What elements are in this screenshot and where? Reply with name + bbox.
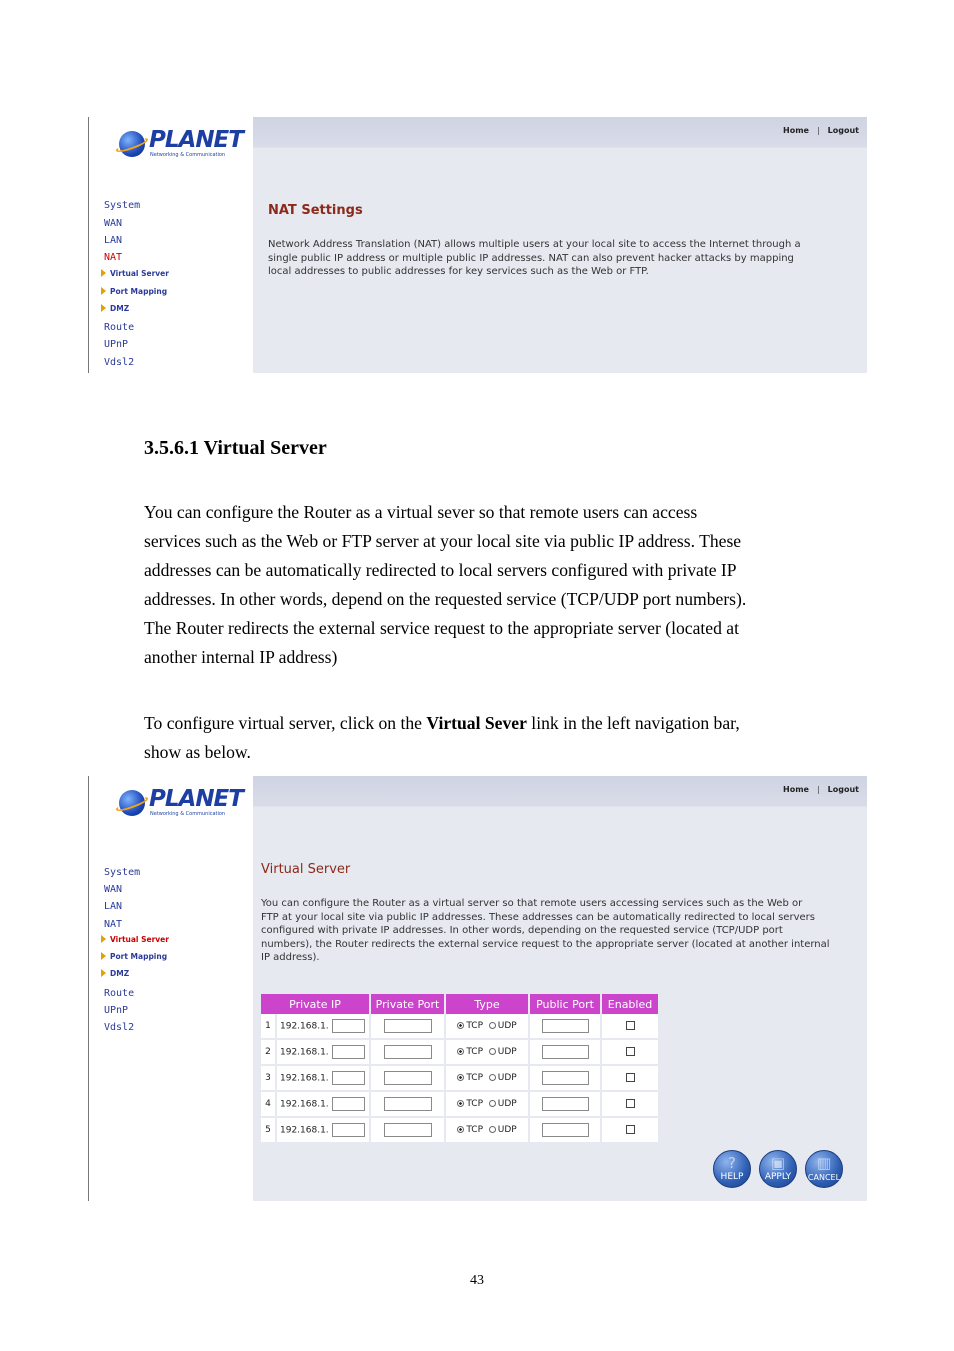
nav-item-nat[interactable]: NAT (104, 252, 123, 263)
column-header-private-ip: Private IP (261, 994, 370, 1014)
row-index: 3 (261, 1065, 276, 1091)
column-header-private-port: Private Port (370, 994, 445, 1014)
globe-icon (119, 131, 145, 157)
header-links: Home | Logout (783, 126, 859, 135)
triangle-right-icon (101, 269, 106, 277)
table-row (261, 1065, 659, 1091)
nav-subitem-port-mapping[interactable]: Port Mapping (101, 952, 167, 961)
public-port-cell (529, 1117, 601, 1143)
nav-item-system[interactable]: System (104, 200, 141, 211)
triangle-right-icon (101, 287, 106, 295)
triangle-right-icon (101, 969, 106, 977)
apply-button[interactable]: ▣ APPLY (759, 1150, 797, 1188)
private-ip-cell (276, 1014, 370, 1039)
nav-subitem-port-mapping[interactable]: Port Mapping (101, 287, 167, 296)
main-panel (253, 117, 867, 373)
table-row (261, 1091, 659, 1117)
private-ip-cell (276, 1039, 370, 1065)
section-heading: 3.5.6.1 Virtual Server (144, 437, 327, 459)
public-port-input[interactable] (542, 1097, 589, 1111)
enabled-checkbox[interactable] (626, 1099, 635, 1108)
sidebar (89, 117, 253, 373)
private-port-input[interactable] (384, 1123, 432, 1137)
private-ip-input[interactable] (332, 1045, 365, 1059)
enabled-cell (601, 1014, 659, 1039)
private-ip-input[interactable] (332, 1019, 365, 1033)
enabled-checkbox[interactable] (626, 1073, 635, 1082)
private-ip-cell (276, 1091, 370, 1117)
private-port-cell (370, 1091, 445, 1117)
tcp-radio[interactable] (457, 1074, 464, 1081)
header-links: Home | Logout (783, 785, 859, 794)
cancel-button[interactable]: ▥ CANCEL (805, 1150, 843, 1188)
type-cell: TCP UDP (445, 1014, 529, 1039)
udp-radio[interactable] (489, 1048, 496, 1055)
public-port-cell (529, 1039, 601, 1065)
tcp-radio[interactable] (457, 1100, 464, 1107)
page-description: You can configure the Router as a virtual server so that remote users accessing services such as the Web or FTP at your local site via public IP addresses. These addresses can be automatically redirected to local servers configured with private IP addresses. In other words, depending on the requested service (TCP/UDP port numbers), the Router redirects the external service request to the appropriate server (located at another internal IP address). (261, 898, 830, 964)
public-port-cell (529, 1091, 601, 1117)
public-port-input[interactable] (542, 1071, 589, 1085)
trash-icon: ▥ (816, 1154, 832, 1172)
main-panel (253, 776, 867, 1201)
private-port-cell (370, 1117, 445, 1143)
paragraph-instructions: To configure virtual server, click on the Virtual Sever link in the left navigation bar, show as below. (144, 713, 740, 762)
tcp-radio[interactable] (457, 1048, 464, 1055)
private-ip-input[interactable] (332, 1071, 365, 1085)
globe-icon (119, 790, 145, 816)
home-link[interactable]: Home (783, 126, 809, 135)
type-cell: TCP UDP (445, 1065, 529, 1091)
nav-item-upnp[interactable]: UPnP (104, 1005, 129, 1016)
nav-item-lan[interactable]: LAN (104, 235, 123, 246)
column-header-type: Type (445, 994, 529, 1014)
question-mark-icon: ? (728, 1154, 736, 1172)
nav-subitem-virtual-server[interactable]: Virtual Server (101, 935, 169, 944)
private-port-cell (370, 1039, 445, 1065)
top-bar (253, 117, 867, 148)
table-row (261, 1039, 659, 1065)
type-cell: TCP UDP (445, 1091, 529, 1117)
logout-link[interactable]: Logout (827, 126, 859, 135)
page-description: Network Address Translation (NAT) allows multiple users at your local site to access the Internet through a single public IP address or multiple public IP addresses. NAT can also prevent hacker attacks by mapping local addresses to public addresses for key services such as the Web or FTP. (268, 239, 801, 278)
nav-item-route[interactable]: Route (104, 988, 135, 999)
nav-item-vdsl2[interactable]: Vdsl2 (104, 357, 135, 368)
triangle-right-icon (101, 952, 106, 960)
udp-radio[interactable] (489, 1022, 496, 1029)
nav-item-lan[interactable]: LAN (104, 901, 123, 912)
table-row (261, 1117, 659, 1143)
private-ip-input[interactable] (332, 1123, 365, 1137)
nav-item-wan[interactable]: WAN (104, 218, 123, 229)
table-header-row (261, 994, 659, 1014)
enabled-cell (601, 1117, 659, 1143)
private-port-input[interactable] (384, 1071, 432, 1085)
nav-item-vdsl2[interactable]: Vdsl2 (104, 1022, 135, 1033)
private-port-cell (370, 1014, 445, 1039)
row-index: 2 (261, 1039, 276, 1065)
tcp-radio[interactable] (457, 1022, 464, 1029)
nav-item-route[interactable]: Route (104, 322, 135, 333)
logout-link[interactable]: Logout (827, 785, 859, 794)
ip-prefix: 192.168.1. (280, 1099, 329, 1110)
public-port-cell (529, 1065, 601, 1091)
private-port-input[interactable] (384, 1045, 432, 1059)
table-row (261, 1014, 659, 1039)
public-port-input[interactable] (542, 1019, 589, 1033)
row-index: 1 (261, 1014, 276, 1039)
nav-subitem-dmz[interactable]: DMZ (101, 969, 129, 978)
paragraph-intro: You can configure the Router as a virtual sever so that remote users can access services such as the Web or FTP server at your local site via public IP address. These addresses can be automatically redirected to local servers configured with private IP addresses. In other words, depend on the requested service (TCP/UDP port numbers). The Router redirects the external service request to the appropriate server (located at another internal IP address) (144, 502, 747, 667)
page-title: Virtual Server (261, 862, 351, 877)
tcp-radio[interactable] (457, 1126, 464, 1133)
top-bar (253, 776, 867, 807)
type-cell: TCP UDP (445, 1117, 529, 1143)
public-port-input[interactable] (542, 1045, 589, 1059)
private-ip-input[interactable] (332, 1097, 365, 1111)
ip-prefix: 192.168.1. (280, 1073, 329, 1084)
udp-radio[interactable] (489, 1126, 496, 1133)
page-number: 43 (470, 1273, 484, 1288)
public-port-input[interactable] (542, 1123, 589, 1137)
enabled-cell (601, 1039, 659, 1065)
planet-logo: PLANET Networking & Communication (119, 127, 229, 163)
nav-item-system[interactable]: System (104, 867, 141, 878)
ip-prefix: 192.168.1. (280, 1125, 329, 1136)
private-port-cell (370, 1065, 445, 1091)
private-port-input[interactable] (384, 1019, 432, 1033)
chip-icon: ▣ (770, 1154, 786, 1172)
home-link[interactable]: Home (783, 785, 809, 794)
nav-item-nat[interactable]: NAT (104, 919, 123, 930)
private-ip-cell (276, 1065, 370, 1091)
public-port-cell (529, 1014, 601, 1039)
udp-radio[interactable] (489, 1074, 496, 1081)
enabled-cell (601, 1065, 659, 1091)
ip-prefix: 192.168.1. (280, 1047, 329, 1058)
enabled-cell (601, 1091, 659, 1117)
row-index: 5 (261, 1117, 276, 1143)
sidebar (89, 776, 253, 1201)
column-header-enabled: Enabled (601, 994, 659, 1014)
triangle-right-icon (101, 304, 106, 312)
virtual-server-table (261, 994, 660, 1144)
page-title: NAT Settings (268, 203, 363, 218)
enabled-checkbox[interactable] (626, 1047, 635, 1056)
udp-radio[interactable] (489, 1100, 496, 1107)
nav-subitem-dmz[interactable]: DMZ (101, 304, 129, 313)
enabled-checkbox[interactable] (626, 1021, 635, 1030)
virtual-server-screenshot (88, 776, 867, 1201)
ip-prefix: 192.168.1. (280, 1021, 329, 1032)
row-index: 4 (261, 1091, 276, 1117)
private-port-input[interactable] (384, 1097, 432, 1111)
nav-item-upnp[interactable]: UPnP (104, 339, 129, 350)
column-header-public-port: Public Port (529, 994, 601, 1014)
nav-item-wan[interactable]: WAN (104, 884, 123, 895)
help-button[interactable]: ? HELP (713, 1150, 751, 1188)
triangle-right-icon (101, 935, 106, 943)
private-ip-cell (276, 1117, 370, 1143)
type-cell: TCP UDP (445, 1039, 529, 1065)
nav-subitem-virtual-server[interactable]: Virtual Server (101, 269, 169, 278)
nat-settings-screenshot (88, 117, 867, 373)
planet-logo: PLANET Networking & Communication (119, 786, 229, 822)
enabled-checkbox[interactable] (626, 1125, 635, 1134)
